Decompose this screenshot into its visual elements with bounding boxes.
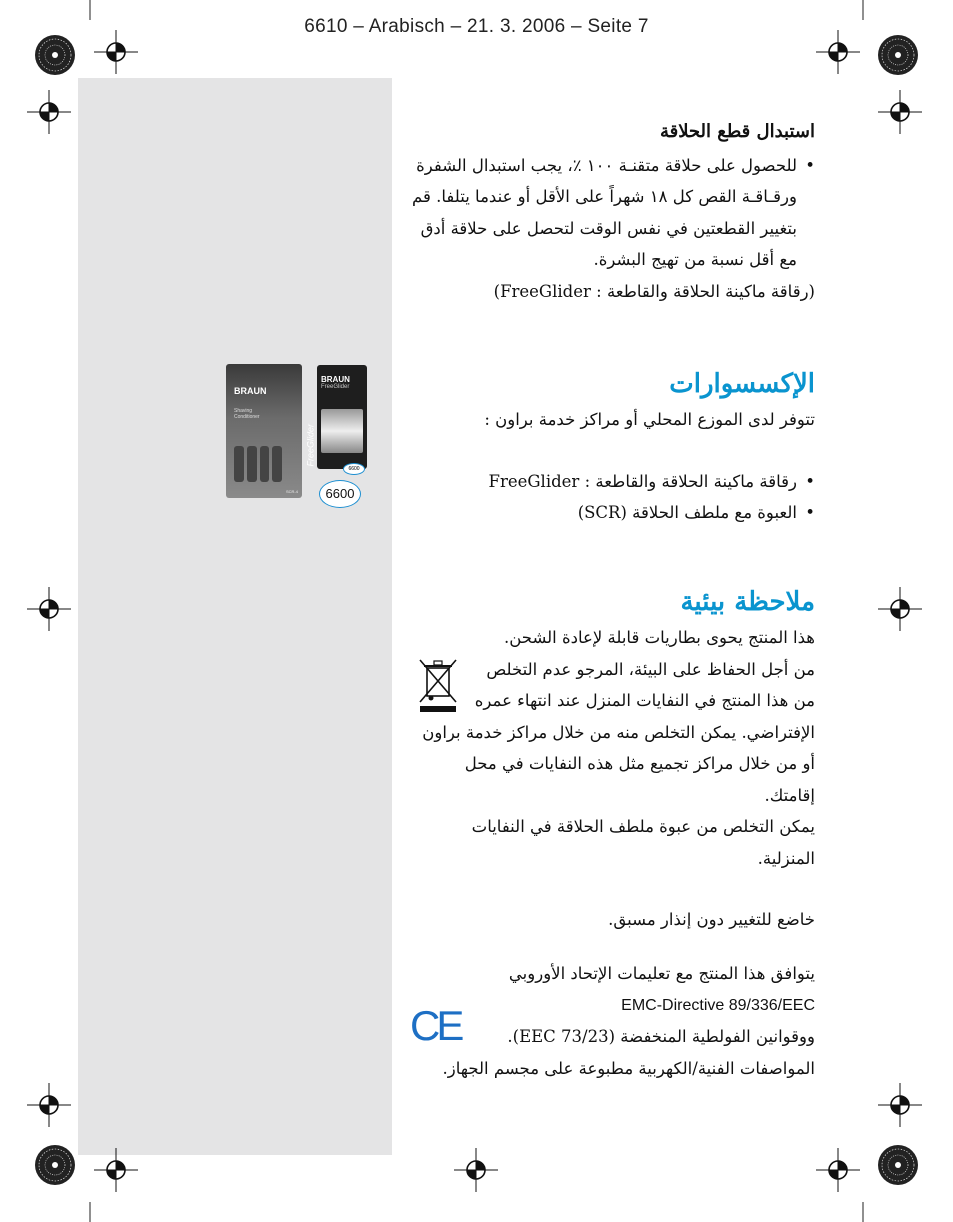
pack-cartridges [234, 446, 282, 482]
shaving-conditioner-pack-image [226, 364, 316, 498]
section-replace-parts [410, 116, 815, 307]
pack-line2: Conditioner [234, 414, 260, 420]
page-header: 6610 – Arabisch – 21. 3. 2006 – Seite 7 [304, 16, 649, 37]
env-line-5: أو من خلال مراكز تجميع مثل هذه النفايات في محل [464, 754, 815, 773]
section-eu-conformity [410, 958, 815, 1084]
foil-cartridge-image [317, 365, 367, 472]
cartridge-brand: BRAUN [321, 375, 350, 384]
subject-to-change-note: خاضع للتغيير دون إنذار مسبق. [608, 910, 815, 929]
replace-note: (رقاقة ماكينة الحلاقة والقاطعة : FreeGlider) [493, 281, 815, 301]
ce-mark: CE [410, 1002, 461, 1049]
pack-brand: BRAUN [234, 386, 267, 396]
eu-line-3: ووقوانين الفولطية المنخفضة (73/23 EEC). [507, 1027, 815, 1046]
section-environment [410, 582, 815, 936]
section-title-environment: ملاحظة بيئية [680, 587, 815, 617]
env-line-7: يمكن التخلص من عبوة ملطف الحلاقة في النفايات المنزلية. [471, 817, 815, 868]
cartridge-sub: FreeGlider [321, 384, 350, 390]
pack-side-label: FreeGlider [306, 424, 316, 467]
env-line-6: إقامتك. [764, 785, 815, 805]
env-line-3: من هذا المنتج في النفايات المنزل عند انتهاء عمره [474, 691, 815, 710]
env-line-1: هذا المنتج يحوى بطاريات قابلة لإعادة الشحن. [503, 628, 815, 647]
section-accessories [410, 364, 815, 529]
accessories-intro: تتوفر لدى الموزع المحلي أو مراكز خدمة براون : [484, 410, 815, 429]
cartridge-foil [321, 409, 363, 453]
cartridge-number: 6600 [343, 463, 365, 475]
env-line-4: الإفتراضي. يمكن التخلص منه من خلال مراكز خدمة براون [422, 722, 815, 742]
eu-line-2: EMC-Directive 89/336/EEC [621, 996, 815, 1014]
env-line-2: من أجل الحفاظ على البيئة، المرجو عدم التخلص [486, 659, 815, 679]
eu-line-1: يتوافق هذا المنتج مع تعليمات الإتحاد الأوروبي [508, 964, 815, 983]
pack-code: SCR-4 [285, 489, 298, 494]
crossed-bin-icon [418, 656, 458, 714]
eu-line-4: المواصفات الفنية/الكهربية مطبوعة على مجسم الجهاز. [442, 1058, 815, 1078]
section-title-replace: استبدال قطع الحلاقة [659, 121, 815, 142]
accessory-item-conditioner: • العبوة مع ملطف الحلاقة (SCR) [410, 497, 815, 529]
replace-paragraph: • للحصول على حلاقة متقنـة ١٠٠ ٪، يجب استبدال الشفرة ورقـاقـة القص كل ١٨ شهراً على الأقل أو عندما يتلفا. قم بتغيير القطعتين في نفس الوقت لتحصل على حلاقة أدق مع أقل نسبة من تهيج البشرة. [410, 150, 815, 276]
section-title-accessories: الإكسسوارات [669, 369, 815, 399]
model-circle-label: 6600 [319, 480, 361, 508]
accessory-item-foil: • رقاقة ماكينة الحلاقة والقاطعة : FreeGlider [410, 466, 815, 498]
pack-line1: Shaving [234, 408, 253, 414]
